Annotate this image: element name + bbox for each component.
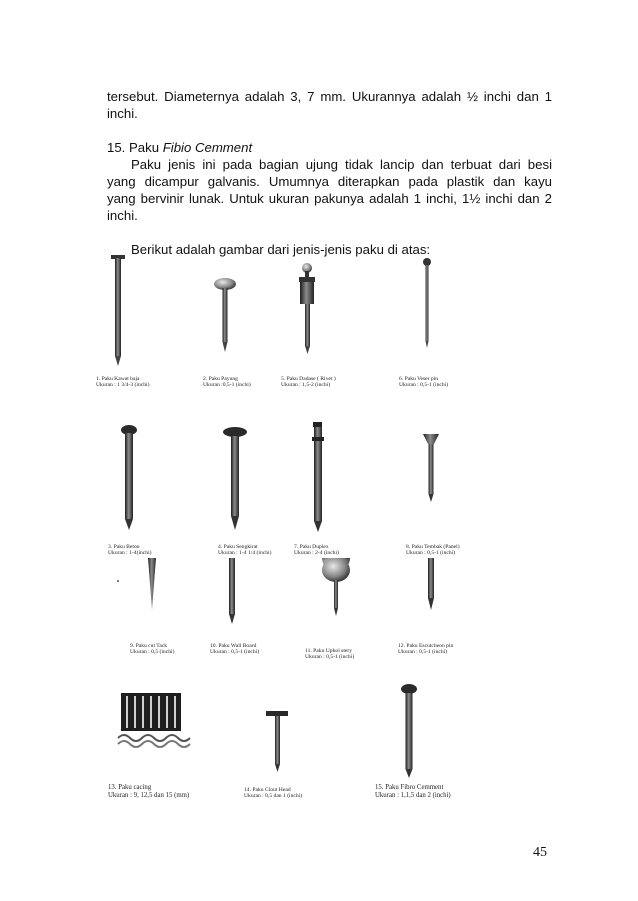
figure-caption: 7. Paku Duplex Ukuran : 2-4 (inchi)	[294, 544, 339, 557]
figure-caption: 1. Paku Kawat baja Ukuran : 1 3/4-3 (inchi)	[96, 376, 150, 389]
nail-upholstery-illustration	[322, 558, 350, 616]
heading-title: Fibio Cemment	[162, 140, 253, 155]
text-line: yang dicampur galvanis. Umumnya diterapkan pada plastik dan kayu	[107, 174, 552, 189]
figure-caption: 13. Paku cacing Ukuran : 9, 12,5 dan 15 (mm)	[108, 784, 190, 799]
figure-caption: 5. Paku Dadase ( Rivet ) Ukuran : 1,5-2 (inchi)	[281, 376, 336, 389]
nail-tembak-illustration	[423, 434, 439, 502]
figure-caption: 3. Paku Beton Ukuran : 1-4(inchi)	[108, 544, 152, 557]
nail-sengkirat-illustration	[223, 427, 247, 530]
figure-caption: 8. Paku Tembak (Panel) Ukuran : 0,5-1 (inchi)	[406, 544, 460, 557]
nail-wall-board-illustration	[229, 558, 235, 624]
figure-intro: Berikut adalah gambar dari jenis-jenis paku di atas:	[131, 242, 431, 257]
figure-caption: 11. Paku Uphol stery Ukuran : 0,5-1 (inchi)	[305, 648, 355, 661]
heading-number: 15. Paku	[107, 140, 163, 155]
text-line: tersebut. Diameternya adalah 3, 7 mm. Ukurannya adalah ½ inchi dan 1	[107, 89, 552, 104]
nail-beton-illustration	[121, 425, 137, 530]
nail-cut-tack-illustration	[117, 558, 156, 610]
nail-duplex-illustration	[312, 422, 324, 532]
figure-caption: 6. Paku Veser pin Ukuran : 0,5-1 (inchi)	[399, 376, 449, 389]
nail-rivet-illustration	[299, 263, 315, 354]
figure-caption: 4. Paku Sengkirat Ukuran : 1-4 1/4 (inchi)	[218, 544, 272, 557]
figure-caption: 15. Paku Fibro Cemment Ukuran : 1,1,5 dan 2 (inchi)	[375, 784, 451, 799]
nail-payung-illustration	[214, 278, 236, 352]
text-line: Paku jenis ini pada bagian ujung tidak lancip dan terbuat dari besi	[131, 157, 552, 172]
nail-kawat-baja-illustration	[111, 255, 125, 366]
figure-caption: 10. Paku Wall Board Ukuran : 0,5-1 (inchi)	[210, 643, 260, 656]
nail-fibro-cemment-illustration	[401, 684, 417, 778]
text-line: inchi.	[107, 106, 138, 121]
nail-clout-head-illustration	[266, 711, 288, 772]
figure-caption: 12. Paku Escutcheon pin Ukuran : 0,5-1 (inchi)	[398, 643, 454, 656]
text-line: yang bervinir lunak. Untuk ukuran pakunya adalah 1 inchi, 1½ inchi dan 2	[107, 191, 552, 206]
page-number: 45	[533, 845, 547, 860]
nail-cacing-illustration	[118, 693, 190, 747]
figure-caption: 14. Paku Clout Head Ukuran : 0,5 dan 1 (inchi)	[244, 787, 303, 800]
text-line: inchi.	[107, 208, 138, 223]
figure-caption: 2. Paku Payung Ukuran :0,5-1 (inchi)	[203, 376, 251, 389]
nail-escutcheon-illustration	[428, 558, 434, 610]
nail-veser-pin-illustration	[423, 258, 431, 348]
figure-caption: 9. Paku cut Tack Ukuran : 0,5 (inchi)	[130, 643, 175, 656]
